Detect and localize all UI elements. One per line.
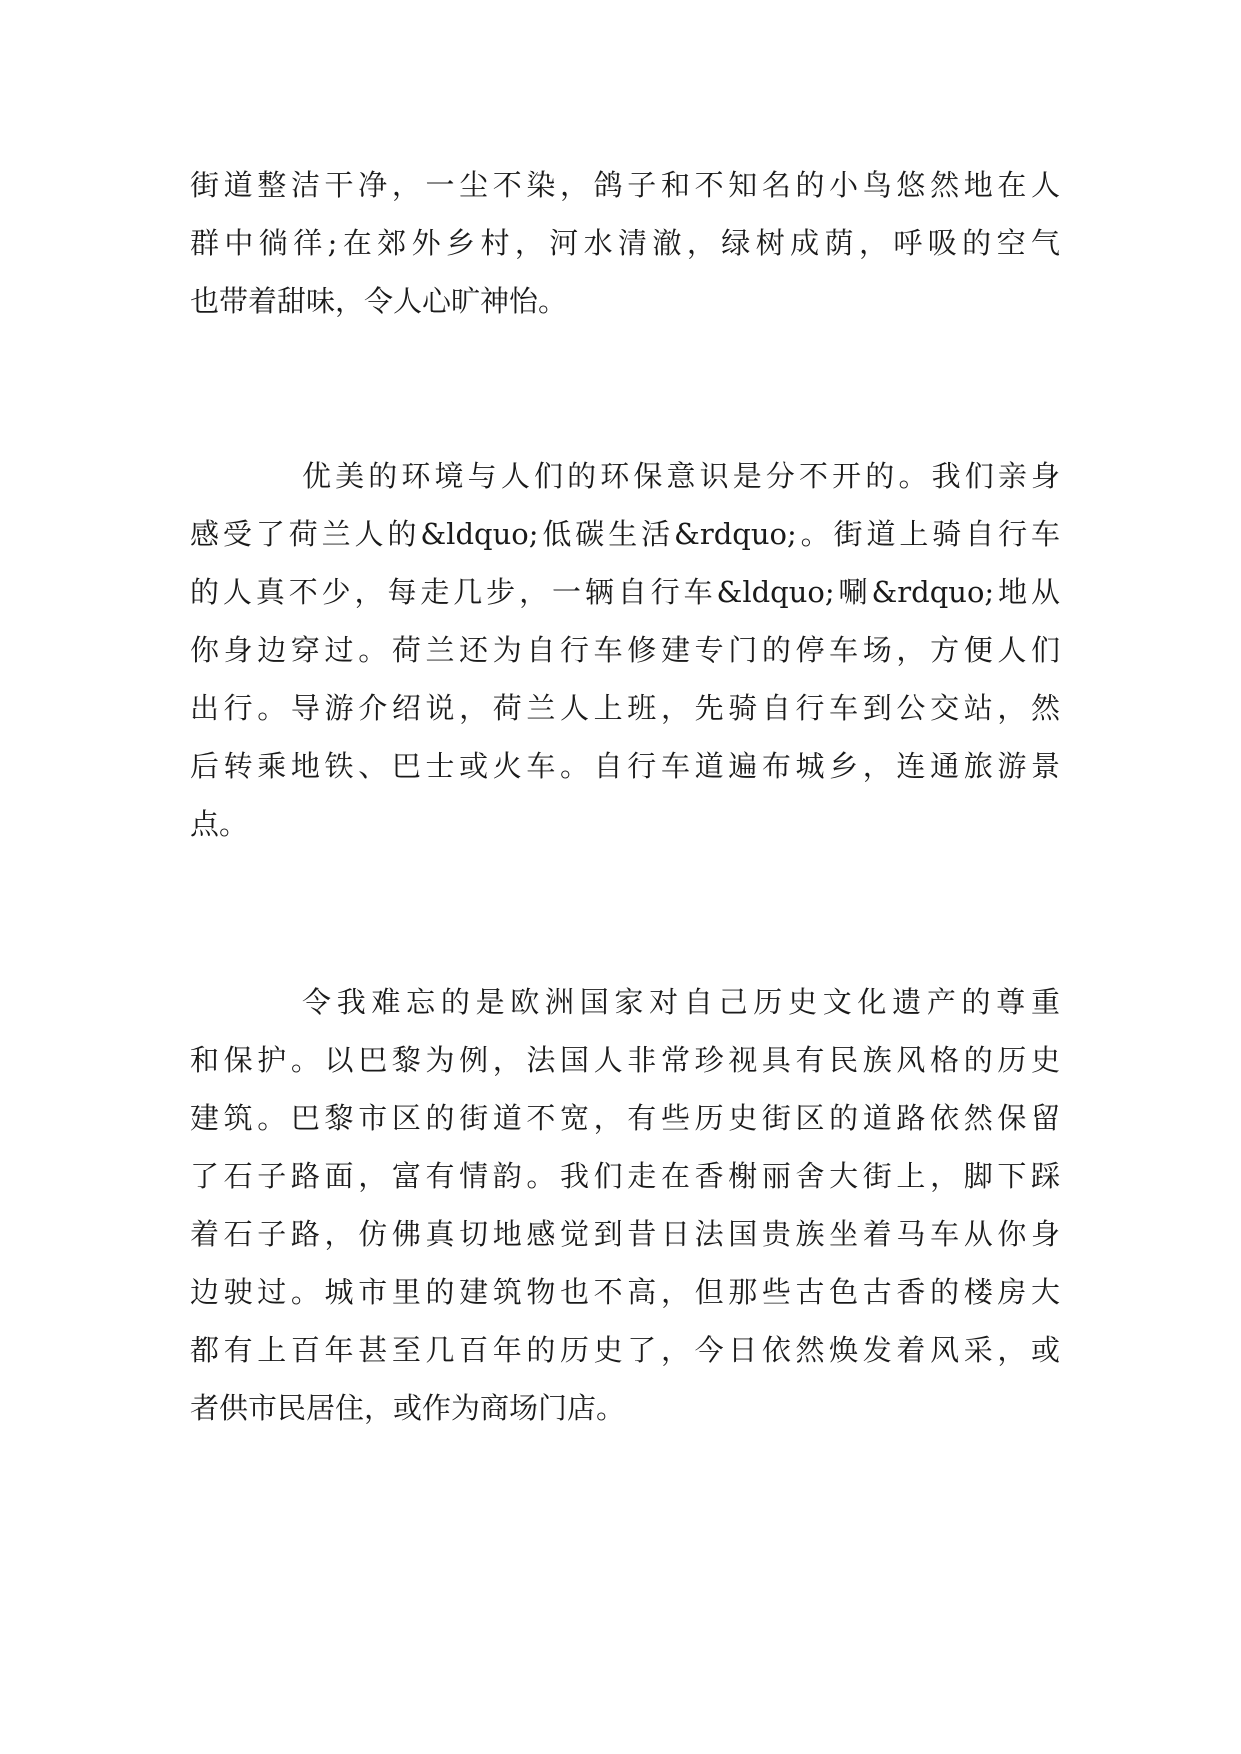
text-line: 点。 <box>190 807 249 841</box>
text-line: 感受了荷兰人的&ldquo;低碳生活&rdquo;。街道上骑自行车 <box>190 517 1060 551</box>
text-line: 了石子路面，富有情韵。我们走在香榭丽舍大街上，脚下踩 <box>190 1159 1060 1193</box>
text-line: 你身边穿过。荷兰还为自行车修建专门的停车场，方便人们 <box>190 633 1060 667</box>
text-line: 都有上百年甚至几百年的历史了，今日依然焕发着风采，或 <box>190 1333 1060 1367</box>
paragraph-1 <box>190 156 1060 330</box>
text-line: 者供市民居住，或作为商场门店。 <box>190 1391 626 1425</box>
text-line: 也带着甜味，令人心旷神怡。 <box>190 284 568 318</box>
paragraph-3 <box>190 973 1060 1437</box>
paragraph-2 <box>190 447 1060 853</box>
text-line: 出行。导游介绍说，荷兰人上班，先骑自行车到公交站，然 <box>190 691 1060 725</box>
text-line: 和保护。以巴黎为例，法国人非常珍视具有民族风格的历史 <box>190 1043 1060 1077</box>
text-line: 后转乘地铁、巴士或火车。自行车道遍布城乡，连通旅游景 <box>190 749 1060 783</box>
text-line: 群中徜徉;在郊外乡村，河水清澈，绿树成荫，呼吸的空气 <box>190 226 1060 260</box>
text-line: 边驶过。城市里的建筑物也不高，但那些古色古香的楼房大 <box>190 1275 1060 1309</box>
text-line: 令我难忘的是欧洲国家对自己历史文化遗产的尊重 <box>302 985 1060 1019</box>
text-line: 优美的环境与人们的环保意识是分不开的。我们亲身 <box>302 459 1060 493</box>
text-line: 的人真不少，每走几步，一辆自行车&ldquo;唰&rdquo;地从 <box>190 575 1060 609</box>
text-line: 建筑。巴黎市区的街道不宽，有些历史街区的道路依然保留 <box>190 1101 1060 1135</box>
text-line: 着石子路，仿佛真切地感觉到昔日法国贵族坐着马车从你身 <box>190 1217 1060 1251</box>
text-line: 街道整洁干净，一尘不染，鸽子和不知名的小鸟悠然地在人 <box>190 168 1060 202</box>
